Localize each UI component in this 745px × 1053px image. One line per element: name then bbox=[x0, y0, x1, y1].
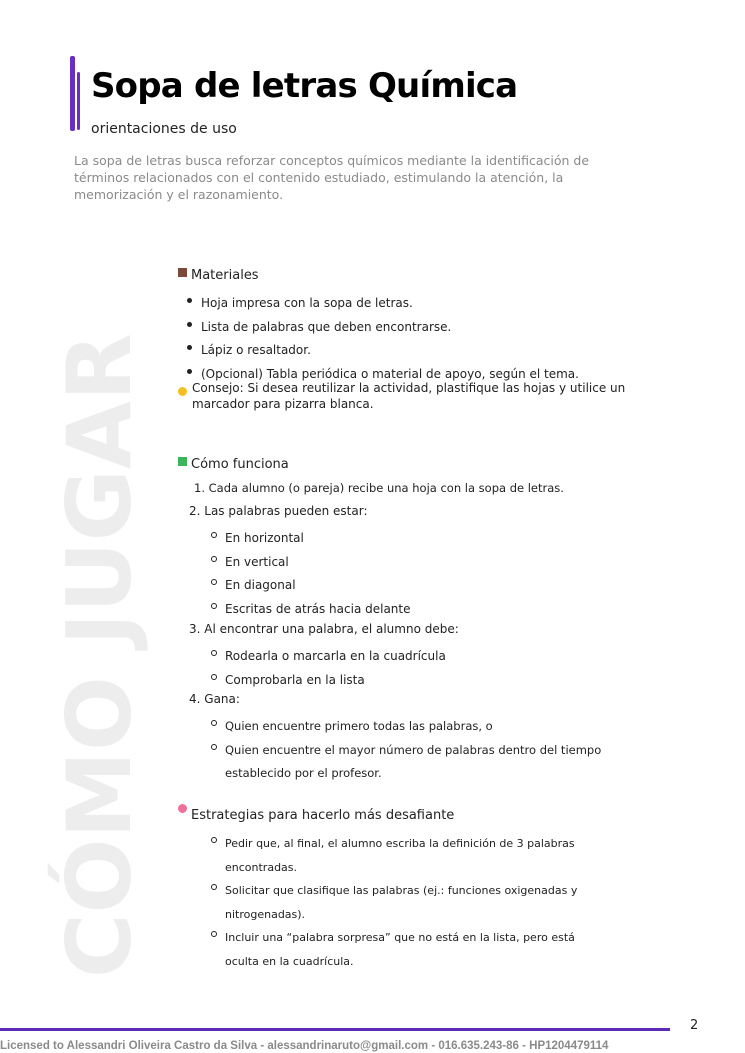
step-4-list bbox=[225, 715, 601, 786]
bullet-icon bbox=[187, 322, 192, 327]
list-item-continuation: oculta en la cuadrícula. bbox=[225, 954, 354, 968]
step-1: 1. Cada alumno (o pareja) recibe una hoja con la sopa de letras. bbox=[194, 481, 564, 495]
list-item: Solicitar que clasifique las palabras (ej.: funciones oxigenadas y bbox=[225, 879, 577, 903]
bullet-icon bbox=[187, 369, 192, 374]
circle-bullet-icon bbox=[211, 837, 217, 843]
bullet-icon bbox=[187, 298, 192, 303]
strategies-heading-label: Estrategias para hacerlo más desafiante bbox=[191, 808, 455, 823]
circle-bullet-icon bbox=[211, 674, 217, 680]
circle-bullet-icon bbox=[211, 556, 217, 562]
license-text: Licensed to Alessandri Oliveira Castro da Silva - alessandrinaruto@gmail.com - 016.635.243-86 - HP1204479114 bbox=[0, 1040, 609, 1052]
footer-divider bbox=[0, 1028, 670, 1031]
list-item: En vertical bbox=[225, 551, 411, 575]
circle-bullet-icon bbox=[211, 744, 217, 750]
strategies-heading bbox=[178, 808, 454, 823]
list-item: Comprobarla en la lista bbox=[225, 669, 446, 693]
title-accent-bar bbox=[70, 56, 75, 131]
list-item: En horizontal bbox=[225, 527, 411, 551]
list-item: (Opcional) Tabla periódica o material de apoyo, según el tema. bbox=[201, 363, 579, 387]
circle-bullet-icon bbox=[211, 579, 217, 585]
materials-list bbox=[201, 292, 579, 386]
step-4: 4. Gana: bbox=[189, 692, 240, 706]
materials-square-icon bbox=[178, 268, 187, 277]
page-title: Sopa de letras Química bbox=[91, 66, 518, 106]
step-2-list bbox=[225, 527, 411, 621]
how-square-icon bbox=[178, 457, 187, 466]
strategies-dot-icon bbox=[178, 804, 187, 813]
section-watermark: CÓMO JUGAR bbox=[48, 333, 151, 978]
title-accent-bar-secondary bbox=[77, 72, 80, 130]
list-item-continuation: establecido por el profesor. bbox=[225, 766, 382, 780]
page-number: 2 bbox=[690, 1018, 699, 1033]
strategies-list bbox=[225, 832, 577, 973]
list-item: Quien encuentre primero todas las palabras, o bbox=[225, 715, 601, 739]
bullet-icon bbox=[187, 345, 192, 350]
step-3-list bbox=[225, 645, 446, 692]
list-item: Pedir que, al final, el alumno escriba la definición de 3 palabras bbox=[225, 832, 577, 856]
list-item: Rodearla o marcarla en la cuadrícula bbox=[225, 645, 446, 669]
list-item: Incluir una “palabra sorpresa” que no está en la lista, pero está bbox=[225, 926, 577, 950]
circle-bullet-icon bbox=[211, 884, 217, 890]
circle-bullet-icon bbox=[211, 532, 217, 538]
page-subtitle: orientaciones de uso bbox=[91, 121, 237, 137]
list-item-continuation: nitrogenadas). bbox=[225, 907, 306, 921]
how-heading-label: Cómo funciona bbox=[191, 457, 289, 472]
list-item: Hoja impresa con la sopa de letras. bbox=[201, 292, 579, 316]
list-item: Lápiz o resaltador. bbox=[201, 339, 579, 363]
circle-bullet-icon bbox=[211, 650, 217, 656]
tip-dot-icon bbox=[178, 387, 187, 396]
list-item: En diagonal bbox=[225, 574, 411, 598]
step-3: 3. Al encontrar una palabra, el alumno debe: bbox=[189, 622, 459, 636]
circle-bullet-icon bbox=[211, 931, 217, 937]
list-item: Quien encuentre el mayor número de palabras dentro del tiempo bbox=[225, 739, 601, 763]
materials-heading-label: Materiales bbox=[191, 268, 259, 283]
list-item-continuation: encontradas. bbox=[225, 860, 298, 874]
circle-bullet-icon bbox=[211, 603, 217, 609]
tip-text: Consejo: Si desea reutilizar la actividad, plastifique las hojas y utilice un marcador para pizarra blanca. bbox=[192, 381, 626, 411]
how-heading bbox=[178, 457, 289, 472]
list-item: Lista de palabras que deben encontrarse. bbox=[201, 316, 579, 340]
intro-paragraph: La sopa de letras busca reforzar conceptos químicos mediante la identificación de términos relacionados con el contenido estudiado, estimulando la atención, la memorización y el razonamiento. bbox=[74, 153, 590, 202]
step-2: 2. Las palabras pueden estar: bbox=[189, 504, 368, 518]
circle-bullet-icon bbox=[211, 720, 217, 726]
tip-note bbox=[178, 380, 658, 412]
materials-heading bbox=[178, 268, 259, 283]
list-item: Escritas de atrás hacia delante bbox=[225, 598, 411, 622]
